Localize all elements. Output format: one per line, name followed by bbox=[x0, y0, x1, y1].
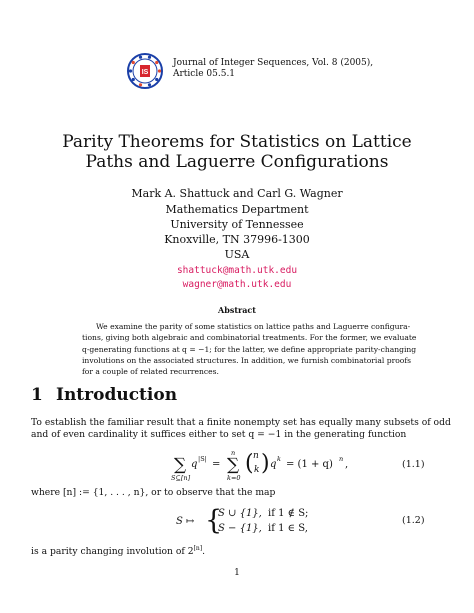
body-text: is a parity changing involution of 2 bbox=[31, 546, 194, 558]
abstract-line: tions, giving both algebraic and combinatorial treatments. For the former, we evaluate bbox=[82, 333, 417, 343]
paper-title-line-2: Paths and Laguerre Configurations bbox=[85, 152, 389, 172]
case-1-value: S ∪ {1}, bbox=[218, 508, 262, 519]
abstract-heading: Abstract bbox=[218, 305, 256, 315]
case-2-value: S − {1}, bbox=[218, 523, 262, 534]
journal-article-number: Article 05.5.1 bbox=[173, 69, 236, 79]
sum2-lower: k=0 bbox=[227, 474, 241, 482]
equation-1-2 bbox=[176, 505, 356, 539]
body-text-line: and of even cardinality it suffices either to set q = −1 in the generating function bbox=[31, 429, 407, 440]
section-number: 1 bbox=[31, 385, 43, 405]
body-text-line: To establish the familiar result that a finite nonempty set has equally many subsets of odd bbox=[31, 417, 451, 428]
body-text-end: . bbox=[202, 546, 206, 558]
author-email-2[interactable]: wagner@math.utk.edu bbox=[182, 279, 292, 290]
equation-number-1-1: (1.1) bbox=[402, 459, 425, 470]
logo-dot bbox=[132, 78, 135, 81]
logo-dot bbox=[139, 83, 142, 86]
closed-form-exponent: n bbox=[339, 455, 344, 463]
author-country: USA bbox=[224, 248, 250, 261]
journal-citation: Journal of Integer Sequences, Vol. 8 (2005), bbox=[173, 58, 374, 68]
logo-dot bbox=[139, 56, 142, 59]
logo-dot bbox=[155, 61, 158, 64]
logo-dot bbox=[148, 83, 151, 86]
logo-dot bbox=[148, 56, 151, 59]
logo-dot bbox=[158, 69, 161, 72]
author-department: Mathematics Department bbox=[165, 203, 309, 216]
sum-symbol-2: ∑ bbox=[227, 455, 240, 475]
binom-left-paren: ( bbox=[245, 451, 254, 476]
abstract-line: for a couple of related recurrences. bbox=[82, 367, 219, 377]
author-university: University of Tennessee bbox=[170, 218, 304, 231]
lhs-exponent: |S| bbox=[198, 455, 207, 463]
closed-form: = (1 + q) bbox=[286, 459, 333, 470]
abstract-line: We examine the parity of some statistics on lattice paths and Laguerre configura- bbox=[96, 322, 411, 331]
abstract-line: involutions on the associated structures. In addition, we furnish combinatorial proofs bbox=[82, 355, 412, 365]
sum-subscript: S⊆[n] bbox=[171, 474, 191, 482]
rhs-term: q bbox=[270, 459, 277, 470]
logo-dot bbox=[129, 69, 132, 72]
logo-dot bbox=[132, 61, 135, 64]
case-2-condition: if 1 ∈ S, bbox=[268, 523, 308, 534]
paper-title-line-1: Parity Theorems for Statistics on Lattice bbox=[62, 132, 412, 152]
equation-comma: , bbox=[345, 459, 349, 470]
rhs-exponent: k bbox=[277, 455, 281, 463]
sum2-upper: n bbox=[231, 449, 236, 457]
lhs-term: q bbox=[191, 459, 198, 470]
section-title: Introduction bbox=[56, 385, 178, 405]
cases-brace: { bbox=[205, 505, 223, 536]
equation-1-1 bbox=[171, 449, 374, 489]
logo-dot bbox=[155, 78, 158, 81]
abstract-body bbox=[82, 321, 417, 377]
author-city: Knoxville, TN 37996-1300 bbox=[164, 233, 310, 246]
binom-bottom: k bbox=[254, 465, 260, 475]
journal-logo-icon bbox=[127, 53, 163, 89]
body-text-line bbox=[31, 543, 446, 558]
map-lhs: S ↦ bbox=[176, 516, 195, 527]
equation-number-1-2: (1.2) bbox=[402, 515, 425, 526]
power-set-exponent: [n] bbox=[193, 545, 203, 552]
equals-sign: = bbox=[212, 459, 221, 470]
svg-text:IS: IS bbox=[141, 69, 149, 76]
author-names: Mark A. Shattuck and Carl G. Wagner bbox=[131, 187, 343, 200]
body-text-line: where [n] := {1, . . . , n}, or to observe that the map bbox=[31, 487, 276, 498]
author-email-1[interactable]: shattuck@math.utk.edu bbox=[176, 265, 298, 276]
binom-top: n bbox=[253, 451, 259, 461]
page-number: 1 bbox=[234, 568, 240, 578]
sum-symbol: ∑ bbox=[174, 455, 187, 475]
binom-right-paren: ) bbox=[261, 451, 270, 476]
case-1-condition: if 1 ∉ S; bbox=[268, 508, 309, 519]
abstract-line: q-generating functions at q = −1; for the latter, we define appropriate parity-changing bbox=[82, 344, 417, 354]
